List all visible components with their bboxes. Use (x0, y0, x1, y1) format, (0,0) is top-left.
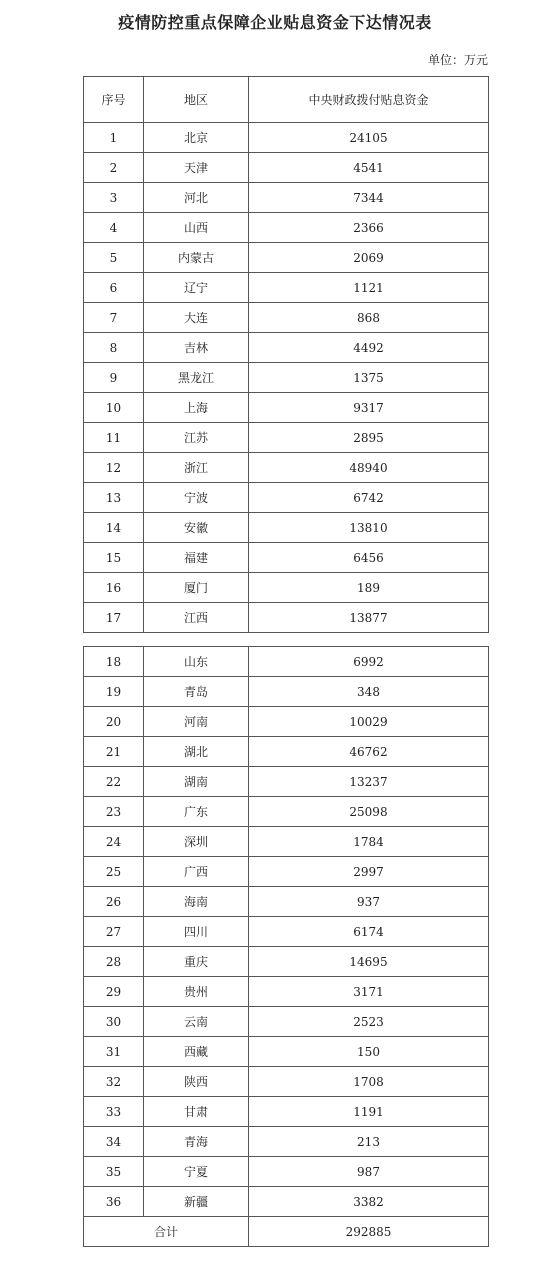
row-serial: 8 (84, 333, 144, 363)
table-row (84, 1187, 489, 1217)
table-row (84, 423, 489, 453)
total-row (84, 1217, 489, 1247)
table-row (84, 153, 489, 183)
row-amount: 3382 (249, 1187, 489, 1217)
row-amount: 1375 (249, 363, 489, 393)
row-serial: 24 (84, 827, 144, 857)
row-region: 江苏 (144, 423, 249, 453)
table-row (84, 707, 489, 737)
allocation-table-part-1 (83, 76, 489, 633)
row-amount: 189 (249, 573, 489, 603)
row-region: 青岛 (144, 677, 249, 707)
table-row (84, 363, 489, 393)
row-serial: 9 (84, 363, 144, 393)
row-serial: 13 (84, 483, 144, 513)
row-amount: 25098 (249, 797, 489, 827)
row-serial: 25 (84, 857, 144, 887)
row-region: 广西 (144, 857, 249, 887)
row-region: 江西 (144, 603, 249, 633)
row-amount: 7344 (249, 183, 489, 213)
row-serial: 35 (84, 1157, 144, 1187)
row-serial: 10 (84, 393, 144, 423)
table-row (84, 857, 489, 887)
total-amount: 292885 (249, 1217, 489, 1247)
row-serial: 4 (84, 213, 144, 243)
row-amount: 2366 (249, 213, 489, 243)
table-row (84, 543, 489, 573)
table-row (84, 827, 489, 857)
row-amount: 6992 (249, 647, 489, 677)
row-region: 厦门 (144, 573, 249, 603)
table-row (84, 1097, 489, 1127)
row-amount: 48940 (249, 453, 489, 483)
row-region: 重庆 (144, 947, 249, 977)
row-region: 大连 (144, 303, 249, 333)
row-serial: 11 (84, 423, 144, 453)
row-amount: 24105 (249, 123, 489, 153)
row-region: 四川 (144, 917, 249, 947)
table-row (84, 213, 489, 243)
row-serial: 26 (84, 887, 144, 917)
table-row (84, 767, 489, 797)
row-amount: 6742 (249, 483, 489, 513)
row-serial: 14 (84, 513, 144, 543)
row-amount: 4541 (249, 153, 489, 183)
row-serial: 15 (84, 543, 144, 573)
table-row (84, 243, 489, 273)
table-row (84, 483, 489, 513)
table-row (84, 333, 489, 363)
row-region: 福建 (144, 543, 249, 573)
row-amount: 14695 (249, 947, 489, 977)
row-region: 宁波 (144, 483, 249, 513)
row-region: 浙江 (144, 453, 249, 483)
row-serial: 18 (84, 647, 144, 677)
table-row (84, 453, 489, 483)
header-serial: 序号 (84, 77, 144, 123)
row-amount: 2069 (249, 243, 489, 273)
row-amount: 13877 (249, 603, 489, 633)
row-serial: 17 (84, 603, 144, 633)
row-amount: 1784 (249, 827, 489, 857)
table-row (84, 273, 489, 303)
table-row (84, 977, 489, 1007)
row-region: 陕西 (144, 1067, 249, 1097)
row-serial: 12 (84, 453, 144, 483)
table-row (84, 647, 489, 677)
row-amount: 10029 (249, 707, 489, 737)
row-serial: 32 (84, 1067, 144, 1097)
table-row (84, 677, 489, 707)
row-amount: 2523 (249, 1007, 489, 1037)
row-region: 天津 (144, 153, 249, 183)
row-region: 山东 (144, 647, 249, 677)
row-serial: 33 (84, 1097, 144, 1127)
header-region: 地区 (144, 77, 249, 123)
row-serial: 5 (84, 243, 144, 273)
table-row (84, 1127, 489, 1157)
table-row (84, 393, 489, 423)
row-amount: 4492 (249, 333, 489, 363)
row-region: 海南 (144, 887, 249, 917)
page-title: 疫情防控重点保障企业贴息资金下达情况表 (118, 13, 432, 32)
row-serial: 19 (84, 677, 144, 707)
row-amount: 937 (249, 887, 489, 917)
row-amount: 9317 (249, 393, 489, 423)
row-region: 西藏 (144, 1037, 249, 1067)
row-amount: 1121 (249, 273, 489, 303)
row-region: 黑龙江 (144, 363, 249, 393)
unit-label: 单位：万元 (427, 53, 488, 67)
table-row (84, 737, 489, 767)
table-row (84, 1157, 489, 1187)
row-amount: 6456 (249, 543, 489, 573)
table-body-part-2 (84, 647, 489, 1217)
table-row (84, 887, 489, 917)
row-serial: 34 (84, 1127, 144, 1157)
table-row (84, 1067, 489, 1097)
row-serial: 30 (84, 1007, 144, 1037)
header-amount: 中央财政拨付贴息资金 (249, 77, 489, 123)
row-region: 吉林 (144, 333, 249, 363)
table-row (84, 123, 489, 153)
row-serial: 6 (84, 273, 144, 303)
row-amount: 1708 (249, 1067, 489, 1097)
row-amount: 150 (249, 1037, 489, 1067)
row-region: 北京 (144, 123, 249, 153)
row-amount: 2997 (249, 857, 489, 887)
row-amount: 868 (249, 303, 489, 333)
row-region: 湖北 (144, 737, 249, 767)
table-row (84, 303, 489, 333)
row-region: 青海 (144, 1127, 249, 1157)
table-row (84, 1037, 489, 1067)
row-serial: 2 (84, 153, 144, 183)
row-serial: 21 (84, 737, 144, 767)
row-region: 河北 (144, 183, 249, 213)
row-amount: 3171 (249, 977, 489, 1007)
row-serial: 23 (84, 797, 144, 827)
row-amount: 13810 (249, 513, 489, 543)
row-region: 贵州 (144, 977, 249, 1007)
table-row (84, 513, 489, 543)
table-row (84, 917, 489, 947)
row-amount: 6174 (249, 917, 489, 947)
row-amount: 1191 (249, 1097, 489, 1127)
row-region: 山西 (144, 213, 249, 243)
row-region: 新疆 (144, 1187, 249, 1217)
row-serial: 1 (84, 123, 144, 153)
row-serial: 31 (84, 1037, 144, 1067)
table-row (84, 573, 489, 603)
table-row (84, 603, 489, 633)
row-region: 湖南 (144, 767, 249, 797)
table-body-part-1 (84, 123, 489, 633)
row-serial: 27 (84, 917, 144, 947)
row-amount: 348 (249, 677, 489, 707)
row-region: 甘肃 (144, 1097, 249, 1127)
row-serial: 16 (84, 573, 144, 603)
row-region: 深圳 (144, 827, 249, 857)
row-serial: 3 (84, 183, 144, 213)
row-region: 安徽 (144, 513, 249, 543)
row-region: 云南 (144, 1007, 249, 1037)
row-region: 辽宁 (144, 273, 249, 303)
row-region: 河南 (144, 707, 249, 737)
row-serial: 28 (84, 947, 144, 977)
row-amount: 987 (249, 1157, 489, 1187)
row-serial: 7 (84, 303, 144, 333)
table-row (84, 947, 489, 977)
row-amount: 2895 (249, 423, 489, 453)
row-serial: 29 (84, 977, 144, 1007)
table-row (84, 797, 489, 827)
header-row (84, 77, 489, 123)
row-region: 内蒙古 (144, 243, 249, 273)
row-region: 宁夏 (144, 1157, 249, 1187)
allocation-table-part-2 (83, 646, 489, 1247)
row-serial: 36 (84, 1187, 144, 1217)
row-amount: 213 (249, 1127, 489, 1157)
row-serial: 22 (84, 767, 144, 797)
total-label: 合计 (84, 1217, 249, 1247)
table-row (84, 183, 489, 213)
table-row (84, 1007, 489, 1037)
row-amount: 46762 (249, 737, 489, 767)
row-amount: 13237 (249, 767, 489, 797)
row-region: 上海 (144, 393, 249, 423)
row-serial: 20 (84, 707, 144, 737)
row-region: 广东 (144, 797, 249, 827)
